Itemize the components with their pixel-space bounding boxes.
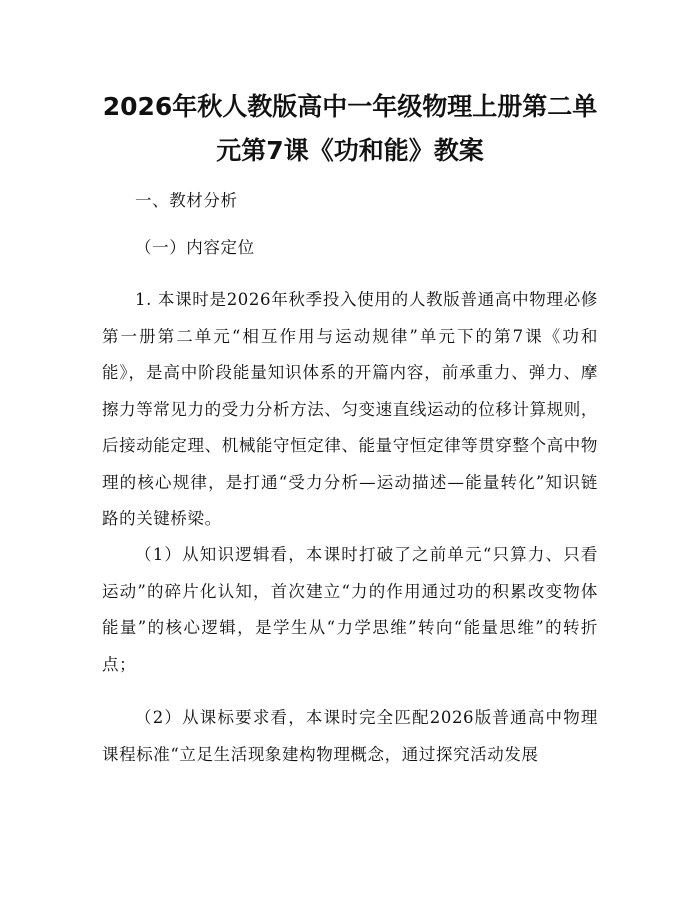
paragraph-knowledge-logic: （1）从知识逻辑看，本课时打破了之前单元“只算力、只看运动”的碎片化认知，首次建立“力的作用通过功的积累改变物体能量”的核心逻辑，是学生从“力学思维”转向“能量思维”的转折点； [102, 545, 598, 674]
paragraph-content-position: 1. 本课时是2026年秋季投入使用的人教版普通高中物理必修第一册第二单元“相互作用与运动规律”单元下的第7课《功和能》，是高中阶段能量知识体系的开篇内容，前承重力、弹力、摩擦力等常见力的受力分析方法、匀变速直线运动的位移计算规则，后接动能定理、机械能守恒定律、能量守恒定律等贯穿整个高中物理的核心规律，是打通“受力分析—运动描述—能量转化”知识链路的关键桥梁。 [102, 290, 598, 528]
subsection-heading: （一）内容定位 [135, 238, 255, 257]
section-heading: 一、教材分析 [135, 191, 238, 210]
paragraph-curriculum-standard: （2）从课标要求看，本课时完全匹配2026版普通高中物理课程标准“立足生活现象建构物理概念，通过探究活动发展 [102, 708, 598, 764]
document-title-line-1: 2026年秋人教版高中一年级物理上册第二单 [102, 92, 598, 121]
document-title-line-2: 元第7课《功和能》教案 [216, 136, 484, 165]
